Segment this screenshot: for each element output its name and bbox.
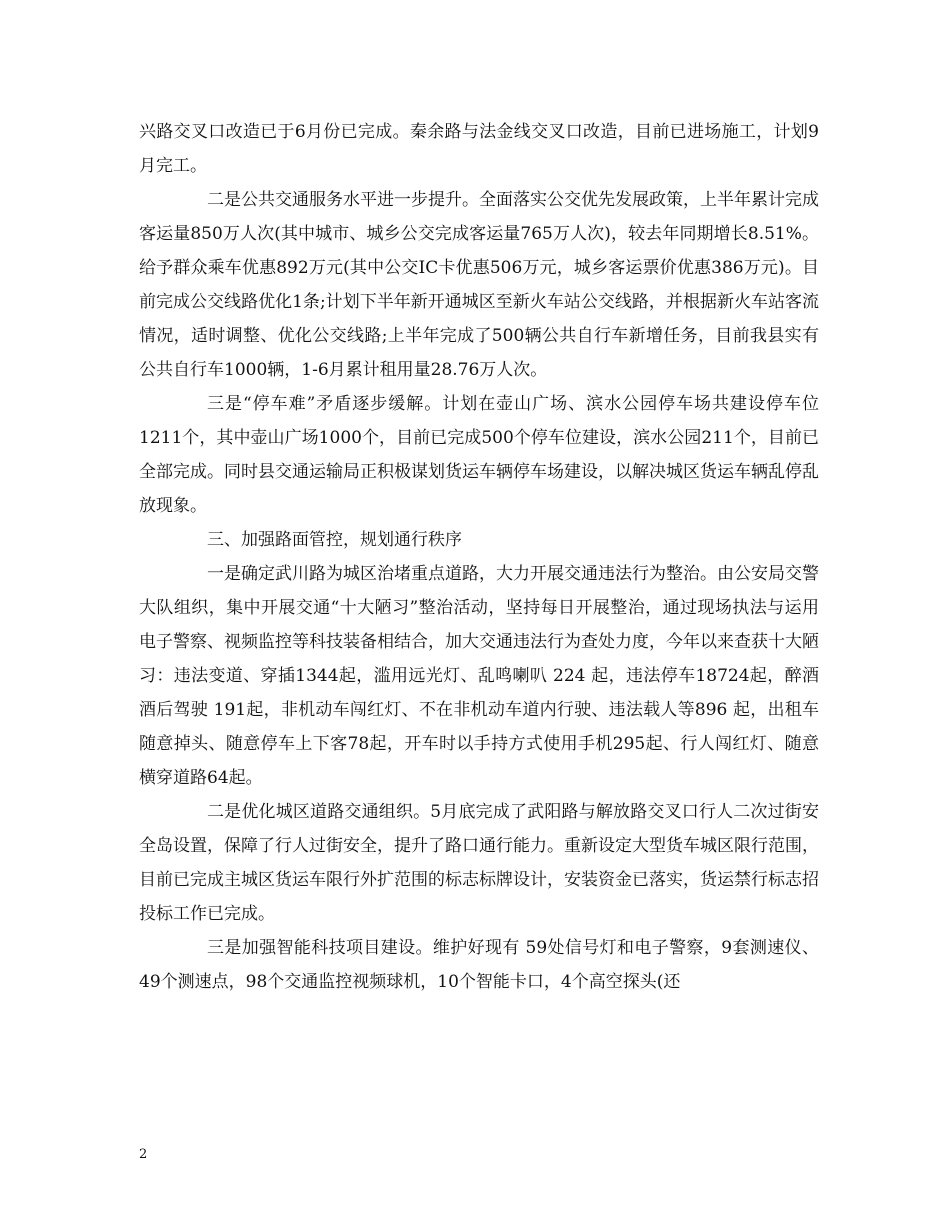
paragraph-traffic-enforcement: 一是确定武川路为城区治堵重点道路，大力开展交通违法行为整治。由公安局交警大队组织，集中开展交通“十大陋习”整治活动，坚持每日开展整治，通过现场执法与运用电子警察、视频监控等科技装备相结合，加大交通违法行为查处力度，今年以来查获十大陋习：违法变道、穿插1344起，滥用远光灯、乱鸣喇叭 224 起，违法停车18724起，醉酒酒后驾驶 191起，非机动车闯红灯、不在非机动车道内行驶、违法载人等896 起，出租车随意掉头、随意停车上下客78起，开车时以手持方式使用手机295起、行人闯红灯、随意横穿道路64起。 — [139, 564, 819, 788]
section-heading: 三、加强路面管控，规划通行秩序 — [207, 530, 462, 550]
document-body — [139, 115, 819, 999]
paragraph-traffic-organization: 二是优化城区道路交通组织。5月底完成了武阳路与解放路交叉口行人二次过街安全岛设置，保障了行人过街安全，提升了路口通行能力。重新设定大型货车城区限行范围，目前已完成主城区货运车限行外扩范围的标志标牌设计，安装资金已落实，货运禁行标志招投标工作已完成。 — [139, 802, 819, 924]
paragraph-smart-technology: 三是加强智能科技项目建设。维护好现有 59处信号灯和电子警察，9套测速仪、49个测速点，98个交通监控视频球机，10个智能卡口，4个高空探头(还 — [139, 938, 819, 992]
paragraph-public-transit: 二是公共交通服务水平进一步提升。全面落实公交优先发展政策，上半年累计完成客运量850万人次(其中城市、城乡公交完成客运量765万人次)，较去年同期增长8.51%。给予群众乘车优惠892万元(其中公交IC卡优惠506万元，城乡客运票价优惠386万元)。目前完成公交线路优化1条;计划下半年新开通城区至新火车站公交线路，并根据新火车站客流情况，适时调整、优化公交线路;上半年完成了500辆公共自行车新增任务，目前我县实有公共自行车1000辆，1-6月累计租用量28.76万人次。 — [139, 190, 819, 380]
paragraph-continued: 兴路交叉口改造已于6月份已完成。秦余路与法金线交叉口改造，目前已进场施工，计划9月完工。 — [139, 122, 819, 176]
paragraph-parking: 三是“停车难”矛盾逐步缓解。计划在壶山广场、滨水公园停车场共建设停车位1211个，其中壶山广场1000个，目前已完成500个停车位建设，滨水公园211个，目前已全部完成。同时县交通运输局正积极谋划货运车辆停车场建设，以解决城区货运车辆乱停乱放现象。 — [139, 394, 819, 516]
page-number: 2 — [139, 1147, 148, 1162]
